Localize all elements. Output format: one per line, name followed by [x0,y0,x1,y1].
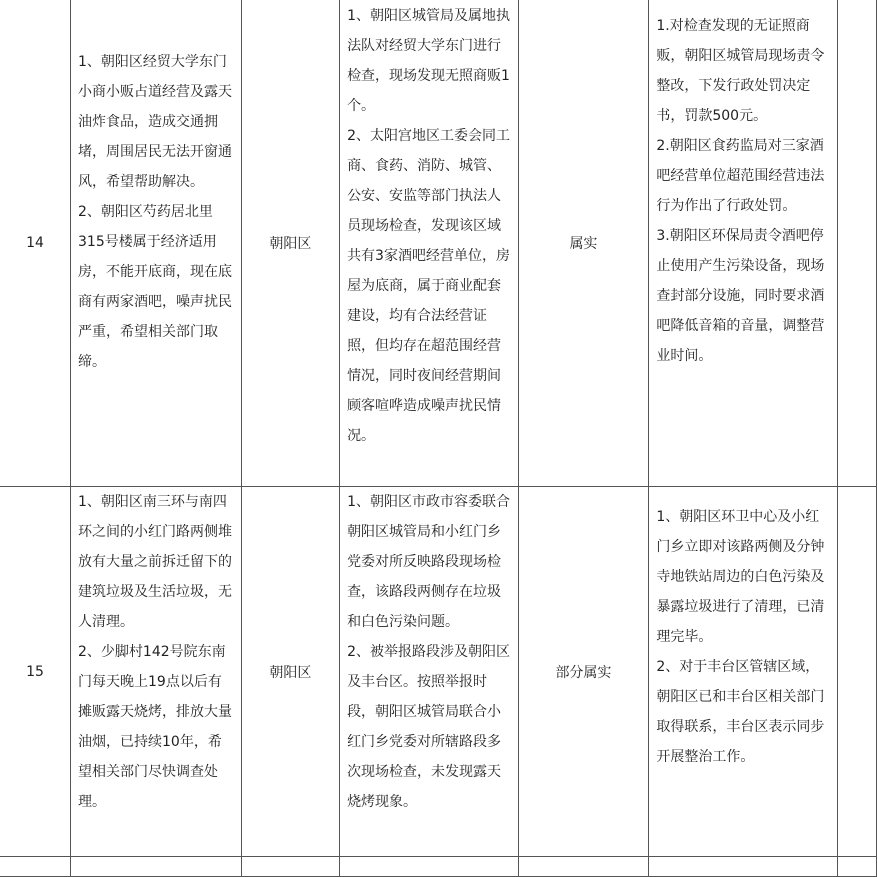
verdict-cell: 属实 [518,0,649,487]
handling-cell [649,0,837,487]
investigation-cell [340,487,518,857]
handling-text: 1.对检查发现的无证照商贩，朝阳区城管局现场责令整改，下发行政处罚决定书，罚款500元。 2.朝阳区食药监局对三家酒吧经营单位超范围经营违法行为作出了行政处罚。 3.朝阳区环保局责令酒吧停止使用产生污染设备，现场查封部分设施，同时要求酒吧降低音箱的音量，调整营业时间。 [656,18,825,364]
investigation-text: 1、朝阳区城管局及属地执法队对经贸大学东门进行检查，现场发现无照商贩1个。 2、太阳宫地区工委会同工商、食药、消防、城管、公安、安监等部门执法人员现场检查，发现该区域共有3家酒吧经营单位，房屋为底商，属于商业配套建设，均有合法经营证照，但均存在超范围经营情况，同时夜间经营期间顾客喧哗造成噪声扰民情况。 [347,8,510,444]
handling-cell [649,487,837,857]
complaint-cell [71,0,242,487]
row-number: 15 [0,487,71,857]
table-row [0,487,877,857]
investigation-text: 1、朝阳区市政市容委联合朝阳区城管局和小红门乡党委对所反映路段现场检查，该路段两侧存在垃圾和白色污染问题。 2、被举报路段涉及朝阳区及丰台区。按照举报时段，朝阳区城管局联合小红门乡党委对所辖路段多次现场检查，未发现露天烧烤现象。 [347,494,510,810]
verdict-cell: 部分属实 [518,487,649,857]
investigation-cell [340,0,518,487]
district-cell: 朝阳区 [241,487,339,857]
complaint-text: 1、朝阳区经贸大学东门小商小贩占道经营及露天油炸食品，造成交通拥堵，周围居民无法开窗通风，希望帮助解决。 2、朝阳区芍药居北里315号楼属于经济适用房，不能开底商，现在底商有两家酒吧，噪声扰民严重，希望相关部门取缔。 [78,54,233,370]
blank-cell [837,0,876,487]
complaint-text: 1、朝阳区南三环与南四环之间的小红门路两侧堆放有大量之前拆迁留下的建筑垃圾及生活垃圾，无人清理。 2、少脚村142号院东南门每天晚上19点以后有摊贩露天烧烤，排放大量油烟，已持续10年，希望相关部门尽快调查处理。 [78,494,233,810]
complaint-cell [71,487,242,857]
blank-cell [837,487,876,857]
district-cell: 朝阳区 [241,0,339,487]
row-number: 14 [0,0,71,487]
handling-text: 1、朝阳区环卫中心及小红门乡立即对该路两侧及分钟寺地铁站周边的白色污染及暴露垃圾进行了清理，已清理完毕。 2、对于丰台区管辖区域，朝阳区已和丰台区相关部门取得联系，丰台区表示同步开展整治工作。 [656,509,825,765]
